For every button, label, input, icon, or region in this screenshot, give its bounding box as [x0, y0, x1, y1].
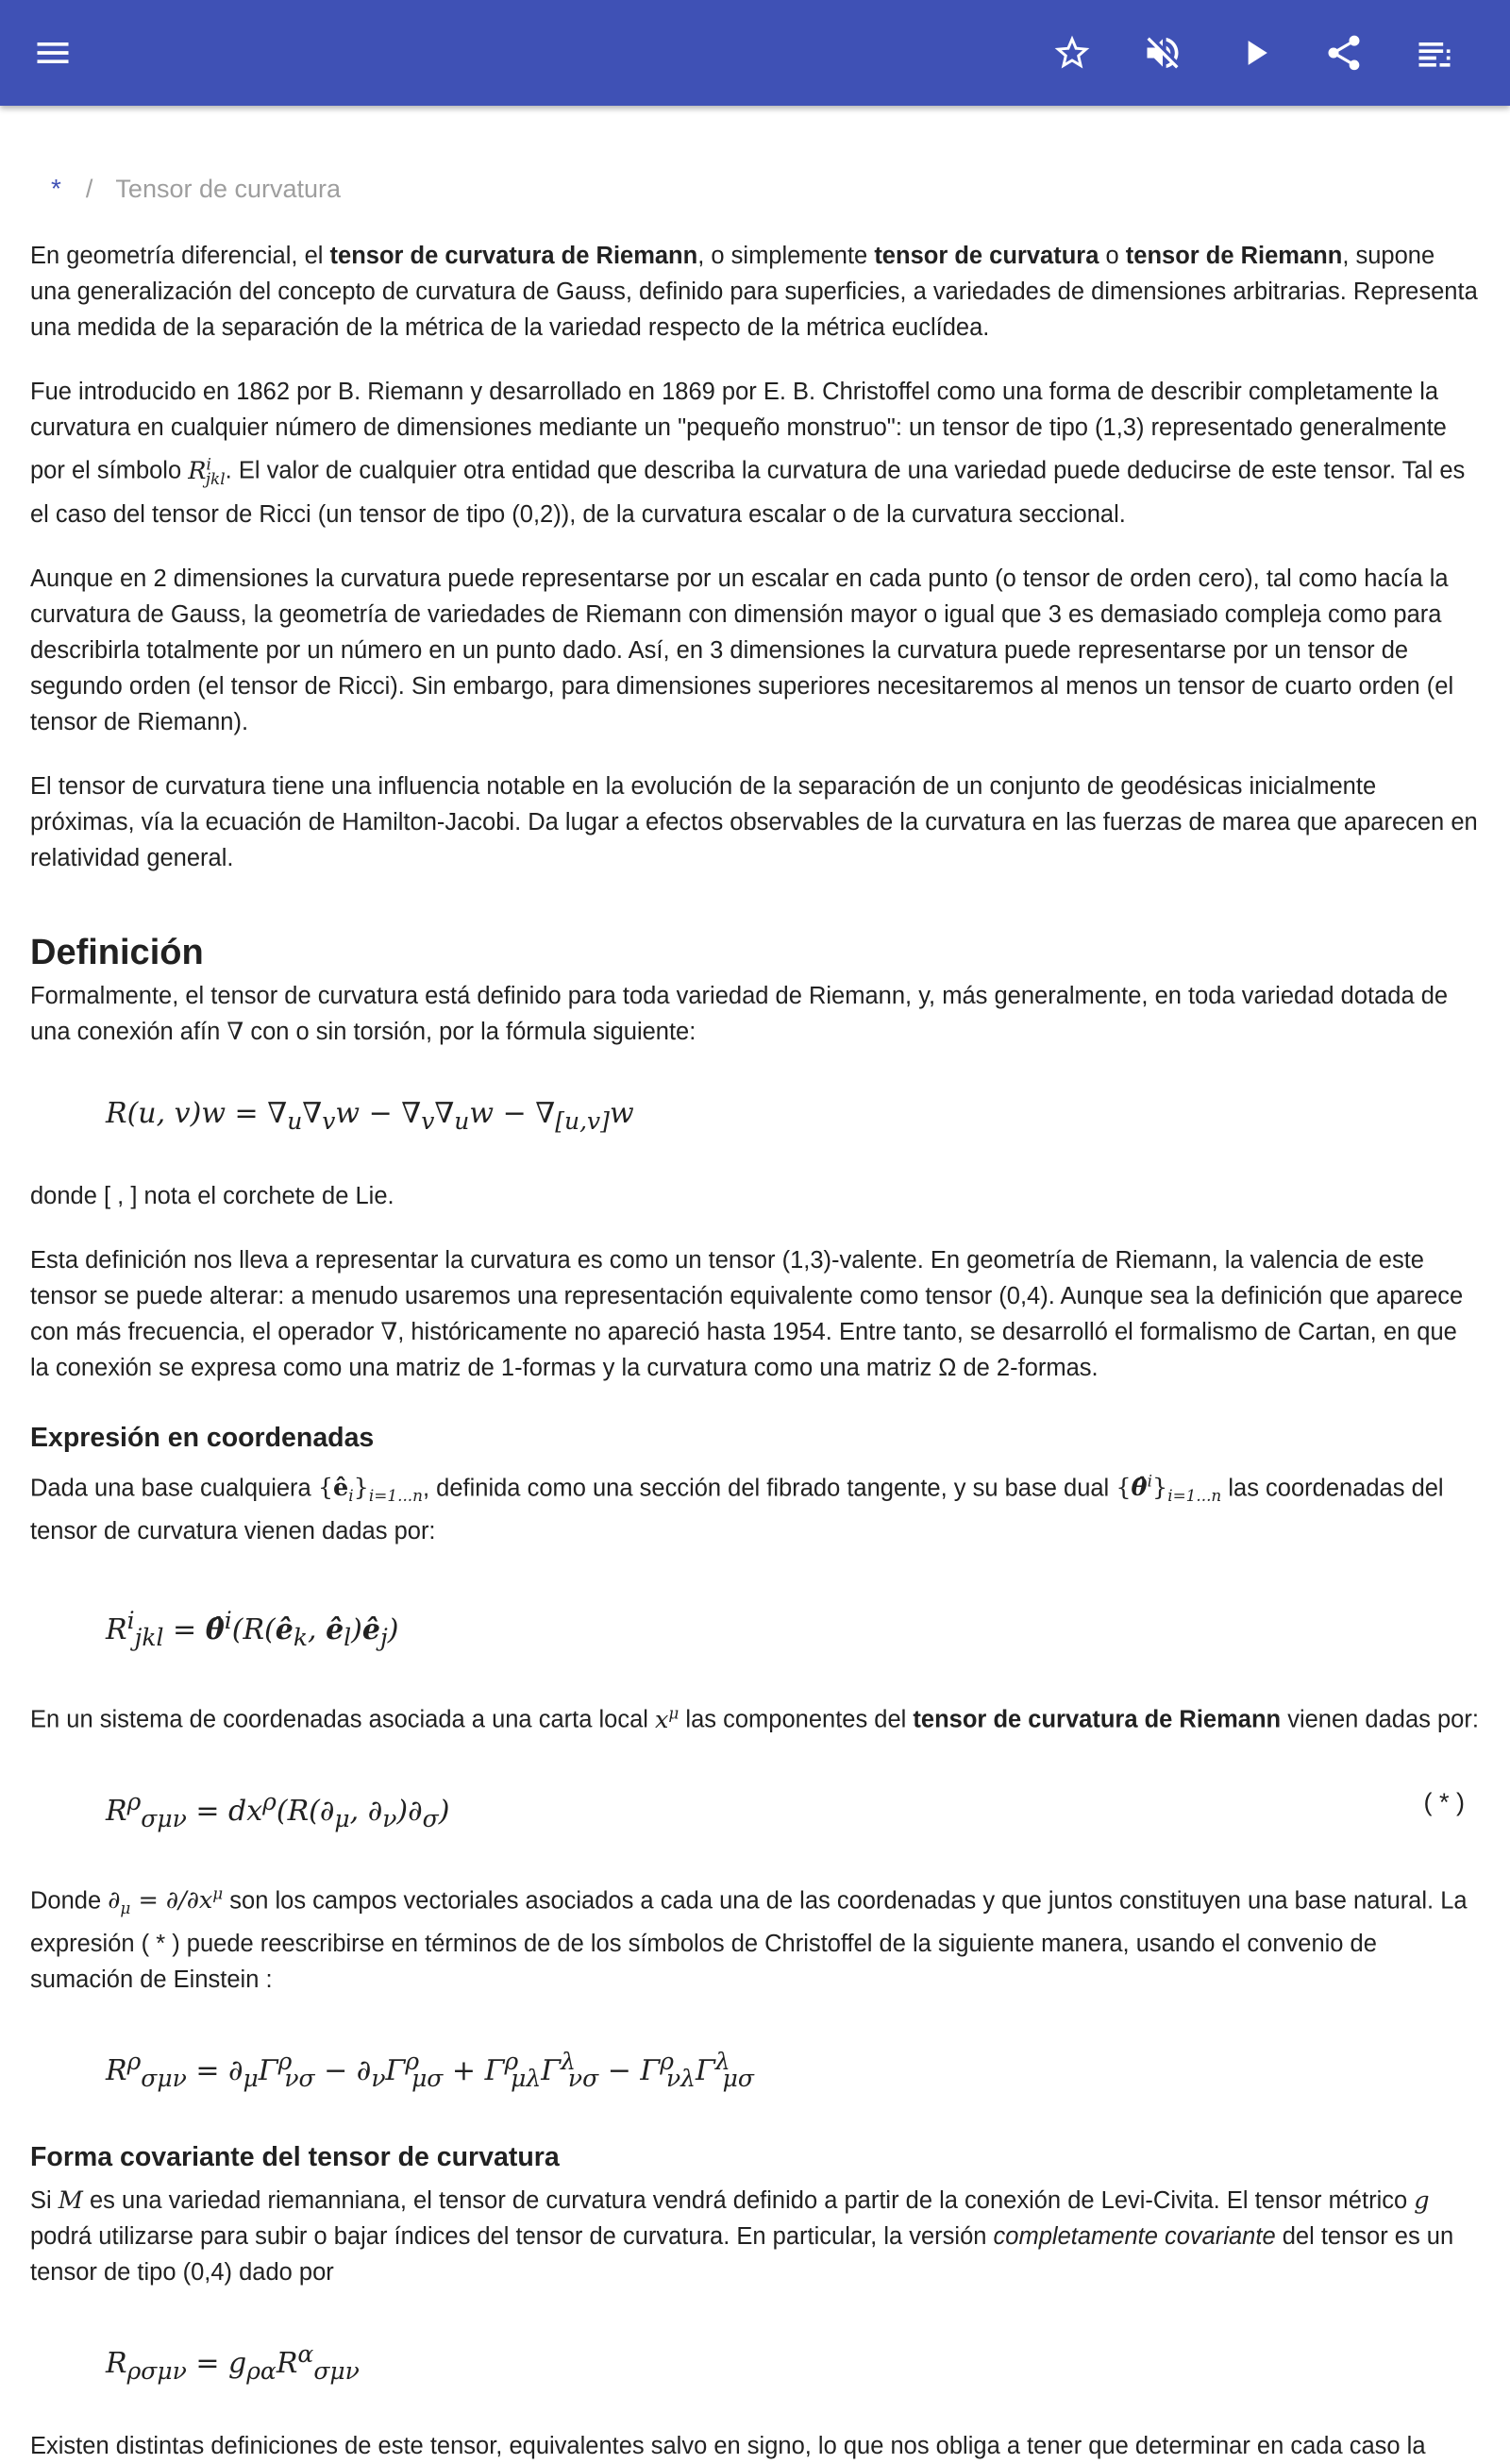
intro-paragraph-1: En geometría diferencial, el tensor de curvatura de Riemann, o simplemente tensor de curvatura o tensor de Riemann, supone una generalización del concepto de curvatura de Gauss, definido para superficies, a variedades de dimensiones arbitrarias. Representa una medida de la separación de la métrica de la variedad respecto de la métrica euclídea.	[30, 243, 1478, 341]
menu-button[interactable]	[21, 21, 85, 85]
definition-paragraph-3: Esta definición nos lleva a representar la curvatura es como un tensor (1,3)-valente. En geometría de Riemann, la valencia de este tensor se puede alterar: a menudo usaremos una representación equivalente como tensor (0,4). Aunque sea la definición que aparece con más frecuencia, el operador ∇, históricamente no apareció hasta 1954. Entre tanto, se desarrolló el formalismo de Cartan, en que la conexión se expresa como una matriz de 1-formas y la curvatura como una matriz Ω de 2-formas.	[30, 1246, 1464, 1381]
play-button[interactable]	[1223, 21, 1287, 85]
covariant-paragraph-1: Si M es una variedad riemanniana, el tensor de curvatura vendrá definido a partir de la conexión de Levi-Civita. El tensor métrico g podrá utilizarse para subir o bajar índices del tensor de curvatura. En particular, la versión completamente covariante del tensor es un tensor de tipo (0,4) dado por	[30, 2186, 1454, 2287]
breadcrumb-separator: /	[85, 174, 93, 203]
mute-button[interactable]	[1131, 21, 1195, 85]
breadcrumb-current: Tensor de curvatura	[115, 174, 342, 203]
section-heading-coordinates: Expresión en coordenadas	[30, 1422, 375, 1453]
playlist-icon	[1414, 32, 1455, 74]
equation-number: ( * )	[1423, 1787, 1465, 1816]
equation-components: $R^\rho_{\sigma\mu\nu} = dx^\rho(R(\partial_\mu$, $\partial_\nu)\partial_\sigma$) ( * )	[106, 1783, 1480, 1838]
breadcrumb	[30, 170, 1480, 208]
riemann-symbol: $R^i_{jkl}$	[188, 454, 226, 488]
article	[30, 106, 1480, 2464]
manifold-symbol: M	[58, 2186, 83, 2216]
definition-paragraph-1: Formalmente, el tensor de curvatura está definido para toda variedad de Riemann, y, más generalmente, en toda variedad dotada de una conexión afín ∇ con o sin torsión, por la fórmula siguiente:	[30, 982, 1449, 1046]
equation-curvature-definition: R(u, $v)w = \nabla_u\nabla_vw - \nabla_v\nabla_uw - \nabla_{[u,v]}w$	[106, 1096, 634, 1135]
share-button[interactable]	[1312, 21, 1376, 85]
intro-paragraph-4: El tensor de curvatura tiene una influencia notable en la evolución de la separación de un conjunto de geodésicas inicialmente próximas, vía la ecuación de Hamilton-Jacobi. Da lugar a efectos observables de la curvatura en las fuerzas de marea que aparecen en relatividad general.	[30, 772, 1478, 871]
nabla-symbol-2: ∇	[380, 1317, 398, 1346]
definition-paragraph-2: donde [ , ] nota el corchete de Lie.	[30, 1182, 394, 1209]
coordinates-paragraph-1: Dada una base cualquiera $\{ê_i\}_{i=1...n}$, definida como una sección del fibrado tangente, y su base dual $\{\thetâ^i\}_{i=1...n}$ las coordenadas del tensor de curvatura vienen dadas por:	[30, 1471, 1444, 1545]
metric-symbol: g	[1414, 2186, 1430, 2216]
nabla-symbol: ∇	[226, 1017, 244, 1046]
equation-coordinates: $R^i_{jkl}$ = $\thetâ^i(R(ê_k$, $ê_l)ê_j$)	[106, 1607, 399, 1652]
dual-base-symbol: $\{\thetâ^i\}_{i=1...n}$	[1116, 1471, 1222, 1506]
coordinates-paragraph-3: Donde $\partial_\mu = \partial/\partial x^\mu$ son los campos vectoriales asociados a cada una de las coordenadas y que juntos constituyen una base natural. La expresión ( * ) puede reescribirse en términos de de los símbolos de Christoffel de la siguiente manera, usando el convenio de sumación de Einstein :	[30, 1883, 1468, 1994]
section-heading-covariant: Forma covariante del tensor de curvatura	[30, 2142, 560, 2173]
section-heading-definition: Definición	[30, 932, 204, 972]
intro-paragraph-3: Aunque en 2 dimensiones la curvatura puede representarse por un escalar en cada punto (o tensor de orden cero), tal como hacía la curvatura de Gauss, la geometría de variedades de Riemann con dimensión mayor o igual que 3 es demasiado compleja como para describirla totalmente por un número en un punto dado. Así, en 3 dimensiones la curvatura puede representarse por un tensor de segundo orden (el tensor de Ricci). Sin embargo, para dimensiones superiores necesitaremos al menos un tensor de cuarto orden (el tensor de Riemann).	[30, 565, 1454, 735]
menu-icon	[32, 32, 74, 74]
coordinates-paragraph-2: En un sistema de coordenadas asociada a una carta local $x^\mu$ las componentes del tensor de curvatura de Riemann vienen dadas por:	[30, 1703, 1479, 1734]
share-icon	[1323, 32, 1365, 74]
intro-paragraph-2: Fue introducido en 1862 por B. Riemann y desarrollado en 1869 por E. B. Christoffel como una forma de describir completamente la curvatura en cualquier número de dimensiones mediante un "pequeño monstruo": un tensor de tipo (1,3) representado generalmente por el símbolo $R^i_{jkl}$. El valor de cualquier otra entidad que describa la curvatura de una variedad puede deducirse de este tensor. Tal es el caso del tensor de Ricci (un tensor de tipo (0,2)), de la curvatura escalar o de la curvatura seccional.	[30, 379, 1466, 528]
local-chart-symbol: $x^\mu$	[655, 1703, 680, 1734]
app-bar	[0, 0, 1510, 106]
partial-derivative-symbol: $\partial_\mu = \partial/\partial x^\mu$	[108, 1883, 224, 1918]
equation-covariant: $R_{\rho\sigma\mu\nu} = g_{\rho\alpha}R^\alpha_{\sigma\mu\nu}$	[106, 2340, 360, 2386]
playlist-button[interactable]	[1402, 21, 1467, 85]
covariant-paragraph-2: Existen distintas definiciones de este tensor, equivalentes salvo en signo, lo que nos obliga a tener que determinar en cada caso la	[30, 2433, 1426, 2460]
favorite-button[interactable]	[1040, 21, 1104, 85]
equation-christoffel: $R^\rho_{\sigma\mu\nu} = \partial_\mu\Gamma^\rho_{\nu\sigma} - \partial_\nu\Gamma^\rho_{\mu\sigma} + \Gamma^\rho_{\mu\lambda}\Gamma^\lambda_{\nu\sigma} - \Gamma^\rho_{\nu\lambda}\Gamma^\lambda_{\mu\sigma}$	[106, 2048, 754, 2093]
play-icon	[1234, 32, 1276, 74]
breadcrumb-home[interactable]: *	[51, 174, 61, 203]
star-icon	[1051, 32, 1093, 74]
mute-icon	[1142, 32, 1183, 74]
base-symbol: $\{ê_i\}_{i=1...n}$	[317, 1474, 423, 1506]
